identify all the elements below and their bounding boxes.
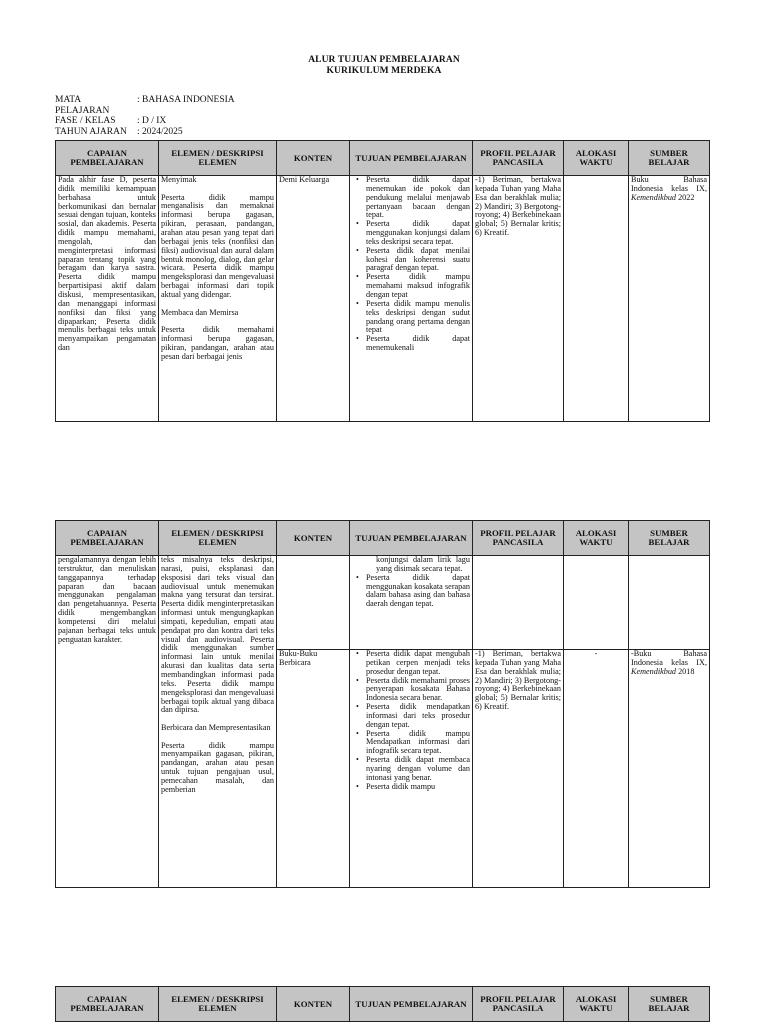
header-alokasi: ALOKASI WAKTU — [564, 141, 629, 176]
sumber-text: -Buku Bahasa Indonesia kelas IX, — [631, 649, 707, 667]
header-cp: CAPAIAN PEMBELAJARAN — [56, 141, 159, 176]
cell-sumber — [629, 176, 710, 422]
document-title: ALUR TUJUAN PEMBELAJARAN — [308, 55, 460, 65]
cell-cp — [56, 176, 159, 422]
table-row — [56, 556, 710, 650]
table-header-row — [56, 141, 710, 176]
cp-text: pengalamannya dengan lebih terstruktur, dan menuliskan tanggapannya terhadap paparan dan bacaan menggunakan pengalaman dan pengetahuannya. Peserta didik mengembangkan kompetensi diri melalui pajanan berbagai teks untuk penguatan karakter. — [58, 555, 156, 644]
tujuan-continued: konjungsi dalam lirik lagu yang disimak secara tepat. — [376, 555, 470, 573]
header-konten: KONTEN — [277, 987, 350, 1022]
table-header-row — [56, 521, 710, 556]
header-alokasi: ALOKASI WAKTU — [564, 987, 629, 1022]
list-item: • Peserta didik dapat membaca nyaring dengan volume dan intonasi yang benar. — [366, 756, 470, 783]
meta-value: : D / IX — [137, 116, 167, 127]
header-konten: KONTEN — [277, 141, 350, 176]
list-item: • Peserta didik memahami proses penyerapan kosakata Bahasa Indonesia secara benar. — [366, 677, 470, 704]
header-konten: KONTEN — [277, 521, 350, 556]
cell-profil — [473, 556, 564, 650]
meta-key: TAHUN AJARAN — [55, 126, 127, 137]
element-heading-membaca: Membaca dan Memirsa — [161, 307, 239, 317]
list-item: • Peserta didik dapat menemukenali — [366, 335, 470, 353]
cell-tujuan — [350, 556, 473, 650]
list-item: • Peserta didik dapat menggunakan kosakata serapan dalam bahasa asing dan bahasa daerah dengan tepat. — [366, 574, 470, 609]
sumber-year: 2022 — [676, 192, 695, 202]
tujuan-list — [352, 574, 470, 609]
meta-value: : BAHASA INDONESIA — [137, 95, 235, 105]
element-desc: Peserta didik mampu menyampaikan gagasan, pikiran, pandangan, arahan atau pesan untuk tujuan pengajuan usul, pemecahan masalah, dan pemberian — [161, 740, 274, 794]
cell-sumber — [629, 650, 710, 888]
element-heading-berbicara: Berbicara dan Mempresentasikan — [161, 722, 271, 732]
cell-sumber — [629, 556, 710, 650]
cell-alokasi — [564, 556, 629, 650]
header-tujuan: TUJUAN PEMBELAJARAN — [350, 141, 473, 176]
element-desc: Peserta didik memahami informasi berupa gagasan, pikiran, pandangan, arahan atau pesan dari berbagai jenis — [161, 325, 274, 361]
header-profil: PROFIL PELAJAR PANCASILA — [473, 987, 564, 1022]
list-item: • Peserta didik mampu menulis teks deskripsi dengan sudut pandang orang pertama dengan tepat — [366, 300, 470, 335]
atp-table-page-3 — [55, 986, 710, 1022]
table-header-row — [56, 987, 710, 1022]
header-alokasi: ALOKASI WAKTU — [564, 521, 629, 556]
list-item: • Peserta didik mampu — [366, 783, 470, 792]
header-elemen: ELEMEN / DESKRIPSI ELEMEN — [159, 521, 277, 556]
header-tujuan: TUJUAN PEMBELAJARAN — [350, 521, 473, 556]
element-heading-menyimak: Menyimak — [161, 176, 197, 184]
meta-row-phase — [55, 116, 235, 127]
header-profil: PROFIL PELAJAR PANCASILA — [473, 141, 564, 176]
tujuan-list — [352, 176, 470, 353]
header-tujuan: TUJUAN PEMBELAJARAN — [350, 987, 473, 1022]
cell-elemen — [159, 556, 277, 888]
list-item: • Peserta didik mendapatkan informasi dari teks prosedur dengan tepat. — [366, 703, 470, 730]
list-item: • Peserta didik dapat menggunakan konjungsi dalam teks deskripsi secara tepat. — [366, 220, 470, 247]
cell-alokasi: - — [564, 650, 629, 888]
header-profil: PROFIL PELAJAR PANCASILA — [473, 521, 564, 556]
cell-cp — [56, 556, 159, 888]
list-item: • Peserta didik dapat mengubah petikan cerpen menjadi teks prosedur dengan tepat. — [366, 650, 470, 677]
meta-row-year — [55, 127, 235, 138]
document-meta — [55, 95, 235, 137]
meta-key: MATA PELAJARAN — [55, 95, 110, 116]
tujuan-list — [352, 650, 470, 792]
meta-key: FASE / KELAS — [55, 116, 116, 127]
cell-profil: -1) Beriman, bertakwa kepada Tuhan yang Maha Esa dan berakhlak mulia; 2) Mandiri; 3) Bergotong-royong; 4) Berkebinekaan global; 5) Bernalar kritis; 6) Kreatif. — [473, 650, 564, 888]
element-desc: teks misalnya teks deskripsi, narasi, puisi, eksplanasi dan eksposisi dari teks visual dan audiovisual untuk menemukan makna yang tersurat dan tersirat. Peserta didik menginterpretasikan informasi untuk mengungkapkan simpati, kepedulian, empati atau pendapat pro dan kontra dari teks visual dan audiovisual. Peserta didik menggunakan sumber informasi lain untuk menilai akurasi dan kualitas data serta membandingkan informasi pada teks. Peserta didik mampu mengeksplorasi dan mengevaluasi berbagai topik aktual yang dibaca dan dipirsa. — [161, 556, 274, 715]
sumber-text: Buku Bahasa Indonesia kelas IX, — [631, 175, 707, 193]
header-sumber: SUMBER BELAJAR — [629, 987, 710, 1022]
header-cp: CAPAIAN PEMBELAJARAN — [56, 521, 159, 556]
cell-konten: Demi Keluarga — [277, 176, 350, 422]
cell-elemen — [159, 176, 277, 422]
sumber-publisher: Kemendikbud — [631, 192, 677, 202]
cell-profil: -1) Beriman, bertakwa kepada Tuhan yang Maha Esa dan berakhlak mulia; 2) Mandiri; 3) Bergotong-royong; 4) Berkebinekaan global; 5) Bernalar kritis; 6) Kreatif. — [473, 176, 564, 422]
list-item: • Peserta didik mampu memahami maksud infografik dengan tepat — [366, 273, 470, 300]
list-item: • Peserta didik dapat menilai kohesi dan koherensi suatu paragraf dengan tepat. — [366, 247, 470, 274]
cell-tujuan — [350, 650, 473, 888]
sumber-year: 2018 — [676, 666, 695, 676]
header-cp: CAPAIAN PEMBELAJARAN — [56, 987, 159, 1022]
header-sumber: SUMBER BELAJAR — [629, 141, 710, 176]
meta-row-subject — [55, 95, 235, 116]
cell-konten: Buku-Buku Berbicara — [277, 650, 350, 888]
sumber-publisher: Kemendikbud — [631, 666, 677, 676]
cp-text: Pada akhir fase D, peserta didik memiliki kemampuan berbahasa untuk berkomunikasi dan bernalar sesuai dengan tujuan, konteks sosial, dan akademis. Peserta didik mampu memahami, mengolah, dan menginterpretasi informasi paparan tentang topik yang beragam dan karya sastra. Peserta didik mampu berpartisipasi aktif dalam diskusi, mempresentasikan, dan menanggapi informasi nonfiksi dan fiksi yang dipaparkan; Peserta didik menulis berbagai teks untuk menyampaikan pengamatan dan — [58, 176, 156, 353]
atp-table-page-2 — [55, 520, 710, 888]
header-sumber: SUMBER BELAJAR — [629, 521, 710, 556]
header-elemen: ELEMEN / DESKRIPSI ELEMEN — [159, 987, 277, 1022]
list-item: • Peserta didik dapat menemukan ide pokok dan pendukung melalui menjawab pertanyaan bacaan dengan tepat. — [366, 176, 470, 220]
table-row — [56, 176, 710, 422]
cell-alokasi — [564, 176, 629, 422]
cell-konten — [277, 556, 350, 650]
list-item: • Peserta didik mampu Mendapatkan informasi dari infografik secara tepat. — [366, 730, 470, 757]
atp-table-page-1 — [55, 140, 710, 422]
element-desc: Peserta didik mampu menganalisis dan memaknai informasi berupa gagasan, pikiran, perasaan, pandangan, arahan atau pesan yang tepat dari berbagai jenis teks (nonfiksi dan fiksi) audiovisual dan aural dalam bentuk monolog, dialog, dan gelar wicara. Peserta didik mampu mengeksplorasi dan mengevaluasi berbagai informasi dari topik aktual yang didengar. — [161, 192, 274, 299]
meta-value: : 2024/2025 — [137, 126, 183, 137]
document-subtitle: KURIKULUM MERDEKA — [326, 66, 442, 76]
header-elemen: ELEMEN / DESKRIPSI ELEMEN — [159, 141, 277, 176]
cell-tujuan — [350, 176, 473, 422]
